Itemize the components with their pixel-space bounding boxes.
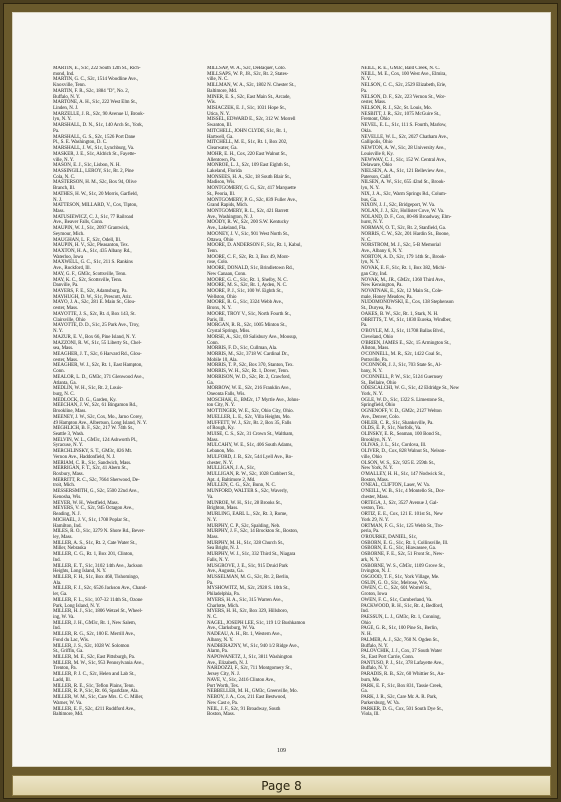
viewer-frame [3,3,558,799]
printed-page-number: 109 [277,748,286,754]
page-indicator-bar [12,775,551,796]
directory-column-3 [361,66,511,738]
directory-entries: MARTIN, E., S1c, 222 South 12th St., Rich- mond, Ind. MARTIN, G. C., S2c, 1514 Woodline Ave., Knoxville, Tenn. MARTIN, F. R., S2c, 1884 "D", No. 2, Buffalo, N. Y. MARTONE, A. H., S1c, 222 West Elm St., Linden, N. J. MARZELLE, J. R., S2c, 90 Avenue U, Brook- lyn, N. Y. MARSHALL, D. N., S1c, 140 Arch St., York, Pa. MARSHALL, G. S., S2c, 1526 Port Dane Pl., S. E. Washington, D. C. MARSHALL, J. W., S1c, Lynchburg, Va. MASKER, J. E., S1c, Aldrich St., Fayette- ville, N. Y. MASON, E. J., S1c, Lisbon, N. H. MASSINGILL, LEROY, S1c, Rt. 2, Pine Cola, N. C. MASTERSON, H. M., S2c, Box 94, Olive Branch, Ill. MATHES, H. W., S1c, 20 Morris, Garfield, N. J. MATTESON, MILLARD, V., Cox, Tipton, Mass. MATUSIEWICZ, C. J., S1c, 77 Railroad Ave., Beaver Falls, Conn. MAUPIN, W. J., S1c, 2097 Grantwick, Seymour, Mich. MAUGHAN, L. F., S2c, Odell, Ill. MAUPIN, H. V., S2c, Pleasanton, Tex. MAXTON, H. A., S1c, 435 Albany Rd., Waterloo, Iowa MAXWELL, G. C., S1c, 211 S. Rankins Ave., Rockford, Ill. MAY, G. F., GM3c, Scottsville, Tenn. MAY, K. C., S2c, Scottsville, Tenn. Danville, Pa. MAYERS, F. E., S2c, Adamsburg, Pa. MAYHUGH, D. W., S1c, Prescott, Ariz. MAYO, J. A., S2c, 281 E. Main St., Glou- cester, Mass. MAYOTTE, J. S., S2c, Rt. 4, Box 143, St. Clairsville, Ohio MAYOTTE, D. D., S1c, 25 Park Ave., Troy, N. Y. MAZUR, E. V., Box 66, Pine Island, N. Y. MAZZONI, R. W., S1c, 55 Liberty St., Chel- sea, Mass. MEAGHER, J. T., S2c, 6 Harvard Rd., Glou- cester, Mass. MEAGHER, W. J., S2c, Rt. 1, East Hampton, Conn. MEALOR, L. D., GM3c, 371 Glenwood Ave., Atlanta, Ga. MEDLIN, W. H., S1c, Rt. 2, Louis- burg, N. C. MEDLOCK, D. G., Garden, Ky. MEECHAN, J. W., S2c, 61 Bingamon Rd., Brookline, Mass. MEENEY, J. W., S2c, Cox, Mo., Jarno Corey, 49 Hampton Ave., Albertson, Long Island, N. Y. MEGHLICH, B. F., S2c, 217 W. 74th St., Seattle 3, Wash. MELVIN, W. L., GM3c, 124 Ashworth Pl., Syracuse, N. Y. MERCHLINSKY, S. T., GM3c, 826 Mt. Vernon Ave., Haddonfield, N. J. MERIAM, C. R., S1c, Sandwich, Mass. MERRIGAN, F. T., S2c, 41 Abern St., Roxbury, Mass. MERRITT, R. C., S2c, 7664 Sherwood, De- troit, Mich. MESSERSMITH, G., S2c, 5500 22nd Ave., Kenosha, Wis. MEYER, W. H., Westfield, Mass. MEYERS, V. C., S2c, 945 Octagon Ave., Reading, N. J. MICHAEL, J. V., S1c, 1708 Poplar St., Hamilton, Ind. MILES, R. O., S1c, 3279 N. Shore Rd., Bever- ley, Mass. MILLER, A. S., S1c, Rt. 2, Cate Water St., Miller, Nebraska MILLER, C. G., Rt. 1, Box 201, Clinton, Ind. MILLER, E. T., S1c, 3102 14th Ave., Jackson Heights, Long Island, N. Y. MILLER, F. H., S1c, Box 468, Tishomingo, Ala. MILLER, F. J., S2c, 6526 Jackson Ave., Chand- ler, Ga. MILLER, F. L., S1c, 107-32 114th St., Ozone Park, Long Island, N. Y. MILLER, H. J., S1c, 1806 Wetzel St., Wheel- ing, W. Va. MILLER, J. H., GM3c, Rt. 1, New Salem, Ind. MILLER, R. G., S2c, 100 E. Merrill Ave., Fond du Lac, Wis. MILLER, J. S., S2c, 1028 W. Solomon St., Griffin, Ga. MILLER, M. E., S2c, East Pittsburgh, Pa. MILLER, M. W., S1c, 953 Pennsylvania Ave., Trenton, Pa. MILLER, P. J. C., S2c, Helen and Lab St., Ladd, Ill. MILLER, R. E., S1c, Teflon Plains, Tenn. MILLER, R. P., S1c, Rt. 66, Sparkfare, Ala. MILLER, W. M., S1c, Care Mrs. C. C. Miller, Warner, W. Va. MILLER, E. F., S2c, 4211 Ruddford Ave., Baltimore, Md. [53,66,147,718]
page-indicator-label: Page 8 [261,778,302,793]
directory-entries: MILLSAP, W. A., S2c, DeBaquer, Colo. MILLSAPS, W. P., J8., S2c, Rt. 2, States- ville, N. C. MILLMAN, W. A., S2c, 1802 N. Chester St., Baltimore, Md. MINER, E. S., S2c, East Main St., Arcade, Wis. MISIACZEK, E. J., S1c, 1031 Hope St., Utica, N. Y. MISSEL, EDWARD E., S2c, 312 W. Morrell Swanton, Ill. MITCHELL, JOHN CLYDE, S1c, Rt. 1, Hartwell, Ga. MITCHELL, M. E., S1c, Rt. 1, Box 202, Clearwater, Ga. MOHR, E. H., Cox, 220 East Walnut St., Allentown, Pa. MONROE, L. J., S2c, 109 East Eighth St., Lakeland, Florida MONSEES, H. A., S2c, 18 South Blair St., Madison, Wis. MONTGOMERY, G. G., S2c, 417 Marquette St., Peoria, Ill. MONTGOMERY, P. G., S2c, 839 Fuller Ave., Grand Rapids, Mich. MONTGOMERY, R. L., S2c, 421 Barrett Ave., Washington, N. J. MOODY, R. W., S2c, 200 S.W. Kentucky Ave., Lakeland, Fla. MOONEY, J. V., S1c, 901 West North St., Ottawa, Ohio MOORE, D. ANDERSON F., S1c, Rt. 1, Kabul, Tenn. MOORE, C. F., S2c, Rt. 3, Box 49, Mont- rose, Colo. MOORE, DONALD, S1c, Brindletown Rd., New Canaan, Conn. MOORE, G. C., S1c, Rt. 1, Shelby, N. C. MOORE, M. S., S2c, Rt. 1, Ayden, N. C. MOORE, P. J., S1c, 100 W. Eighth St., Wellston, Ohio MOORE, R. G., S1c, 3324 Webb Ave., Bronx, N. Y. MOORE, TROY V., S1c, North Fourth St., Paris, Ill. MORGAN, R. R., S2c, 1005 Minton St., Crystal Springs, Miss. MORSE, A., S2c, 69 Salisbury Ave., Moosup, Conn. MORRIS, F. D., S1c, Cullman, Ala. MORRIS, M., S2c, 3718 W. Cardinal Dr., Mobile 10, Ala. MORRIS, T. P., S2c, Box 370, Stanton, Tex. MORRIS, W. H., S2c, Rt. 1, Dover, Tenn. MORRISON, W. D., S2c, Rt. 2, Crawford, Ga. MORROW, W. E., S2c, 216 Franklin Ave., Oneonta Falls, Wis. MOSCHAK, E., BM2c, 17 Myrtle Ave., Johns- ton City, N. Y. MOTTINGER, W. E., S2c, Ohio City, Ohio. MUELLER, L. E., S2c, Villa Heights, Mo. MUFFETT, W. J., S2c, Rt. 2, Box 35, Falls of Rough, Ky. MUISE, C. S., S2c, 31 Crown St., Waltham, Mass. MULCAHY, W. E., S1c, 406 South Adams, Lebanon, Mo. MULFORD, J. B., S2c, 544 Lyell Ave., Ro- chester, N. Y. MULLIGAN, J. A., S1c, MULLIGAN, R. W., S2c, 1028 Cuthbert St., Apt. 4, Baltimore 2, Md. MULLEN, C. G., S2c, Bunn, N. C. MUNFORD, WALTER S., S2c, Waverly, Va. MUNROE, W. H., S1c, 28 Brooks St., Brighton, Mass. MURLING, EARL L., S2c, Rt. 3, Rome, N. Y. MURPHY, C. P., S2c, Spalding, Neb. MURPHY, J. F., S2c, 14 Brockton St., Boston, Mass. MURPHY, M. H., S1c, 328 Church St., Sea Bright, N. J. MURPHY, W. J., S1c, 332 Third St., Niagara Falls, N. Y. MUSGROVE, J. E., S1c, 915 Druid Park Ave., Augusta, Ga. MUSSELMAN, M. G., S2c, Rt. 2, Berlin, Pa. MYSHOWITZ, M., S2c, 2928 S. 10th St., Philadelphia, Pa. MYERS, H. A., S1c, 315 Warren Ave., Charlotte, Mich. MYERS, H. H., S2c, Box 329, Hillsboro, N. C. NAGEL, JOSEPH LEE, S1c, 119 1/2 Bushkamon Ave., Clarksburg, W. Va. NADEAU, A. H., Rt. 1, Western Ave., Albany, N. Y. NADBERAZNY, W., S1c, 940 1/2 Ridge Ave., Alarm, Pa. NAPOWANETZ, J., S1c, 3811 Washington Ave., Elizabeth, N. J. NARDOZZI, F., S2c, 711 Montgomery St., Jersey City, N. J. NAVE, V., S1c, 2416 Clinton Ave., Port Worth, Tex. NEBBELLER, M. H., GM3c, Greenville, Mo. NEBOY, J. A., Cox, 211 East Bestwood, New Cast e, Pa. NEIL, J. F., S2c, 91 Broadway, South Boston, Mass. [207,66,306,718]
directory-entries: NEILL, R. E., GM3c, Bald Creek, N. C. NEILL, M. E., Cox, 100 West Ave., Elmira, N. Y. NELSON, C. C., S2c, 2529 Elizabeth, Erie, Pa. NELSON, D. F., S2c, 223 Vernon St., Wor- cester, Mass. NELSON, R. J., S2c, St. Louis, Mo. NESBITT, J. R., S2c, 1075 McGuire St., Fremont, Ohio NEVEL, E. L., S1c, 111 S. Fourth, Marlow, Okla. NEVELLE, W. L., S2c, 2027 Chatham Ave., Gallipolis, Ohio NEWTON, A. W., S1c, 28 University Ave., Louisville 8, Ky. NEWWAY, C. J., S1c, 152 W. Central Ave., Delaware, Ohio NIELSEN, A. A., S1c, 121 Belleview Ave., Paterson, Calif. NILSEN, A. W., S1c, 655 42nd St., Brook- lyn, N. Y. NIX, J. A., S2c, Warm Springs Rd., Colum- bus, Ga. NIXON, J. J., S2c, Bridgeport, W. Va. NOLAN, J. J., S2c, Hollister Cove, W. Va. NOLAND, D. F., Cox, 80-86 Broadway, Elm- hurst, N. Y. NORMAN, O. T., S2c, Rt. 2, Stanfield, Ga. NORRIS, C. W., S2c, 201 Hardin St., Boone, N. C. NORSTROM, M. J., S2c, 5-B Memorial Ave., Albany 6, N. Y. NORTON, A. D., S2c, 179 14th St., Brook- lyn, N. Y. NOVAK, E. F., S1c, Rt. 1, Box 382, Michi- gan City, Ind. NOVAK, M., JR., GM2c, 1360 Third Ave., New Kensington, Pa. NOVATNAK, E., S2c, 12 Main St., Cole- male, Honey Meadow, Pa. NUDOMONOWSKI, E., Cox, 138 Stephenson St., Duryea, Pa. OAKES, B. W., S2c, Rt. 1, Stark, N. H. OBRITTS, T. W., S1c, 1830 Eureka, Windber, Pa. O'BOYLE, M. J., S1c, 11708 Ballas Blvd., Cleveland, Ohio O'BRIEN, JAMES E., S2c, 15 Armington St., Allston, Mass. O'CONNELL, M. R., S2c, 1422 Coal St., Pottsville, Pa. O'CONNOR, J. J., S1c, 703 State St., Al- bany, N. Y. O'CONNELL, P. W., S1c, 5124 Guernsey St., Bellaire, Ohio ODESCALCHI, W. G., S1c, 42 Eldridge St., New York, N. Y. OGLE, W. D., S1c, 1322 S. Limestone St., Springfield, Ohio OGNENOFF, V. D., GM2c, 2127 Welton Ave., Denver, Colo. OHLER, C. R., S1c, Shanksville, Pa. OLDS, E. P., S1c, Norfolk, Va. OLINSKY, E. R., Seaman, 100 Bond St., Brooklyn, N. Y. OLIVAS, J. L., S1c, Cordova, Ill. OLIVER, D., Cox, 828 Walnut St., Nelson- ville, Ohio OLSON, W. S., S2c, 925 E. 259th St., New York, N. Y. O'MALLEY, H. H., S1c, 147 Nodwick St., Boston, Mass. O'NEAL, CLIFTON, Laser, W. Va. O'NEILL, W. B., S1c, 4 Montello St., Dor- chester, Mass. ORTEGA, J., S2c, 3527 Avenue J, Gal- veston, Tex. ORTIZ, E. E., Cox, 121 E. 101st St., New York 29, N. Y. ORTMAN, F. G., S1c, 125 Webb St., Tro- peria, Pa. O'ROURKE, DANIEL, S1c, OSBORN, E. G., S1c, Rt. 1, Collinsville, Ill. OSBORN, E. G., S1c, Hiawassee, Ga. OSBORNE, F. E., S2c, 51 Front St., New- ark, N. Y. OSBORNE, W. S., GM3c, 1109 Grove St., Irvington, N. J. OSGOOD, T. F., S1c, York Village, Me. OSLIN, G. O., S1c, Melrose, Wis. OWEN, C. C., S2c, 601 Worrell St., Groton, Iowa OWEN, F. C., S1c, Cumberland, Va. PACKWOOD, R. H., S1c, Rt. 4, Bedford, Ind. PAESSUN, L. J., GM3c, Rt. 1, Conning, Ohio PAGE, G. R., S1c, 100 Pine St., Berlin, N. H. PALMER, A. J., S2c, 760 N. Ogden St., Buffalo, N. Y. PALOVCHIK, J. J., Cox, 37 South Water St., East Port Carrie, Conn. PANTUSO, P. J., S1c, 378 Lafayette Ave., Buffalo, N. Y. PARADIS, R. B., S2c, 60 Whittier St., Au- burn, Me. PARK, E. F., S1c, Box 831, Tassie Creek, Ga. PARK, J. R., S2c, Care Mr. A. R. Park, Parkersburg, W. Va. PARKER, D. G., Cox, 501 South Dye St., Viola, Ill. [361,66,460,718]
directory-column-1 [53,66,203,738]
document-page [12,12,551,767]
directory-column-2 [207,66,357,738]
